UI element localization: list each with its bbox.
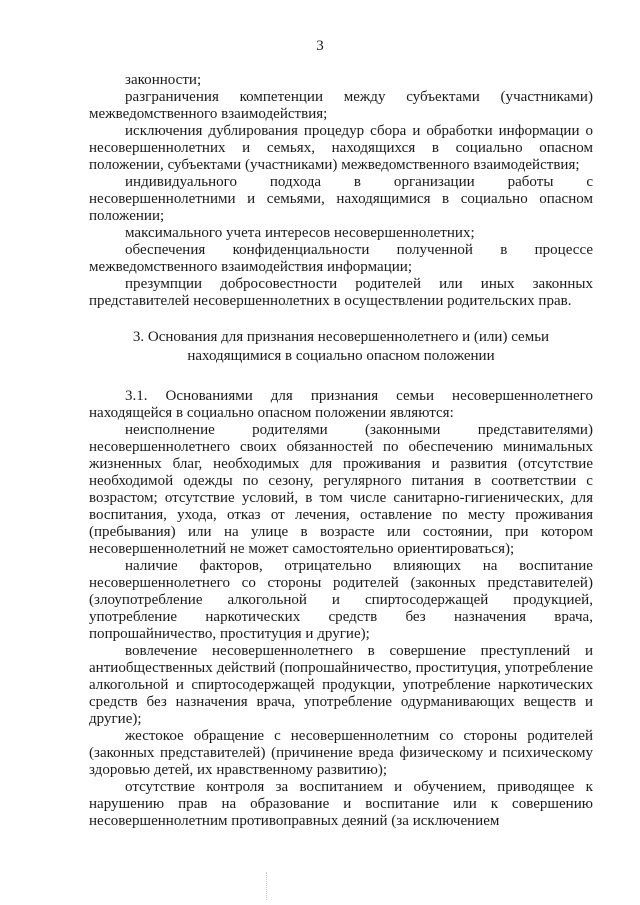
section-heading bbox=[89, 328, 593, 366]
paragraph: вовлечение несовершеннолетнего в совершение преступлений и антиобщественных действий (попрошайничество, проституция, употребление алкогольной и спиртосодержащей продукции, употребление наркотических средств без назначения врача, употребление одурманивающих веществ и другие); bbox=[89, 643, 593, 727]
scan-artifact-mark bbox=[266, 872, 269, 900]
paragraph: презумпции добросовестности родителей или иных законных представителей несовершеннолетних в осуществлении родительских прав. bbox=[89, 276, 593, 309]
paragraph: законности; bbox=[125, 72, 202, 88]
paragraph: разграничения компетенции между субъектами (участниками) межведомственного взаимодействия; bbox=[89, 89, 593, 122]
paragraph: индивидуального подхода в организации работы с несовершеннолетними и семьями, находящимися в социально опасном положении; bbox=[89, 174, 593, 224]
section-heading-line-1: 3. Основания для признания несовершеннолетнего и (или) семьи bbox=[132, 329, 550, 345]
paragraph: 3.1. Основаниями для признания семьи несовершеннолетнего находящейся в социально опасном положении являются: bbox=[89, 388, 593, 421]
paragraph: максимального учета интересов несовершеннолетних; bbox=[125, 225, 475, 241]
paragraph: исключения дублирования процедур сбора и обработки информации о несовершеннолетних и семьях, находящихся в социально опасном положении, субъектами (участниками) межведомственного взаимодействия; bbox=[89, 123, 593, 173]
spacer bbox=[89, 366, 593, 388]
page-number: 3 bbox=[316, 38, 324, 54]
section-heading-line-2: находящимися в социально опасном положении bbox=[187, 348, 495, 364]
paragraph: неисполнение родителями (законными представителями) несовершеннолетнего своих обязанностей по обеспечению минимальных жизненных благ, необходимых для проживания и развития (отсутствие необходимой одежды по сезону, регулярного питания в соответствии с возрастом; отсутствие условий, в том числе санитарно-гигиенических, для воспитания, ухода, отказ от лечения, оставление по месту проживания (пребывания) или на улице в возрасте или состоянии, при котором несовершеннолетний не может самостоятельно ориентироваться); bbox=[89, 422, 593, 557]
paragraph: наличие факторов, отрицательно влияющих на воспитание несовершеннолетнего со стороны родителей (законных представителей) (злоупотребление алкогольной и спиртосодержащей продукцией, употребление наркотических средств без назначения врача, попрошайничество, проституция и другие); bbox=[89, 558, 593, 642]
spacer bbox=[89, 310, 593, 328]
paragraph: обеспечения конфиденциальности полученной в процессе межведомственного взаимодействия информации; bbox=[89, 242, 593, 275]
document-body bbox=[89, 72, 593, 830]
paragraph: жестокое обращение с несовершеннолетним со стороны родителей (законных представителей) (причинение вреда физическому и психическому здоровью детей, их нравственному развитию); bbox=[89, 728, 593, 778]
paragraph: отсутствие контроля за воспитанием и обучением, приводящее к нарушению прав на образование и воспитание или к совершению несовершеннолетним противоправных деяний (за исключением bbox=[89, 779, 593, 829]
